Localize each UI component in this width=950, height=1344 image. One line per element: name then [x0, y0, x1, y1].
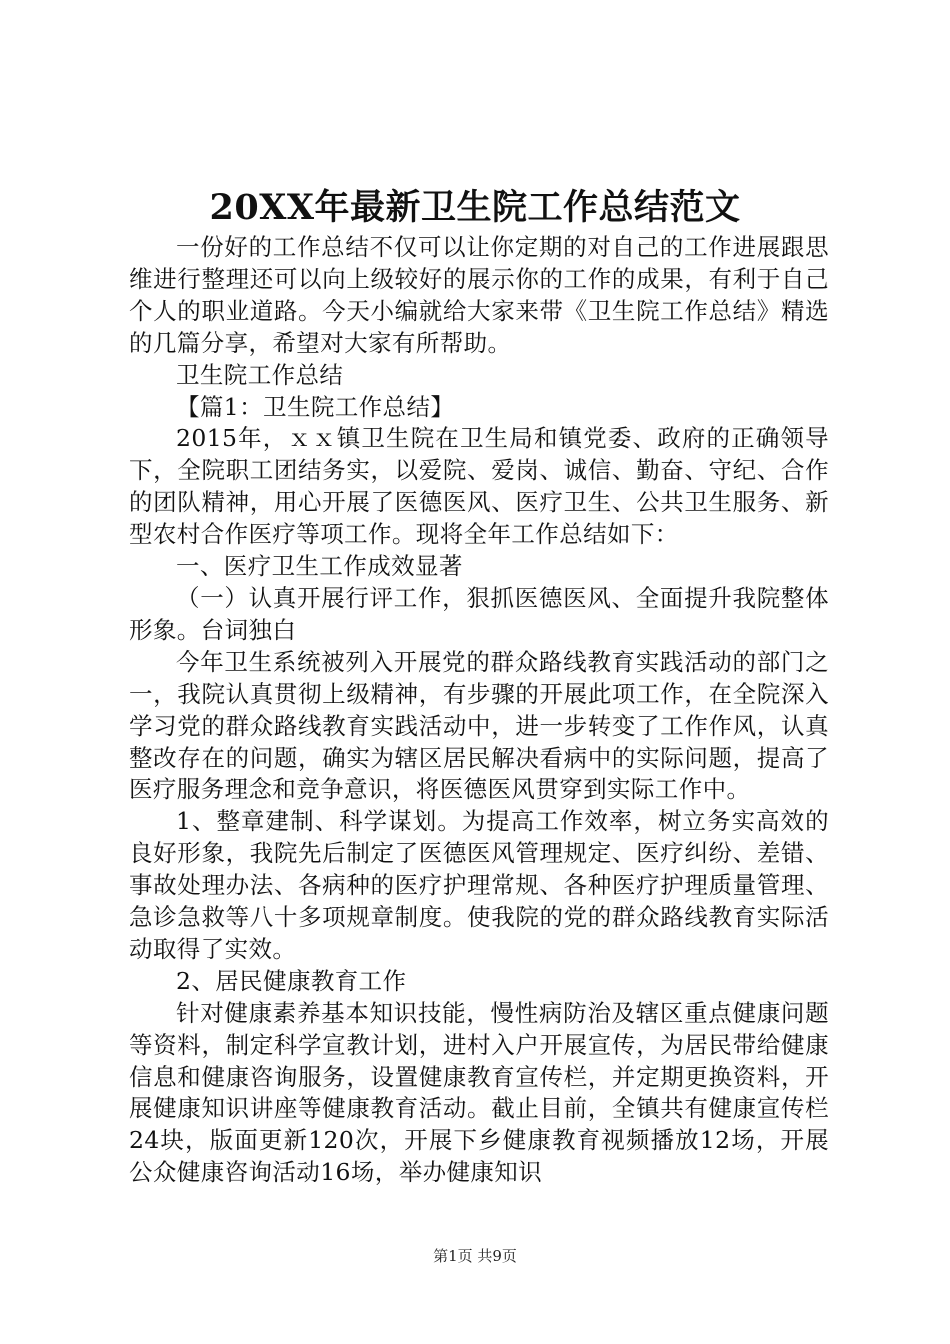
subsection-heading-1: （一）认真开展行评工作，狠抓医德医风、全面提升我院整体形象。台词独白	[129, 583, 829, 644]
paragraph-rules: 1、整章建制、科学谋划。为提高工作效率，树立务实高效的良好形象，我院先后制定了医德医风管理规定、医疗纠纷、差错、事故处理办法、各病种的医疗护理常规、各种医疗护理质量管理、急诊急救等八十多项规章制度。使我院的党的群众路线教育实际活动取得了实效。	[129, 807, 829, 963]
section-label: 卫生院工作总结	[176, 360, 344, 389]
document-title: 20XX年最新卫生院工作总结范文	[209, 187, 741, 228]
article-heading: 【篇1：卫生院工作总结】	[176, 392, 455, 421]
document-body	[129, 232, 829, 1189]
paragraph-overview: 2015年，ｘｘ镇卫生院在卫生局和镇党委、政府的正确领导下，全院职工团结务实，以爱院、爱岗、诚信、勤奋、守纪、合作的团队精神，用心开展了医德医风、医疗卫生、公共卫生服务、新型农村合作医疗等项工作。现将全年工作总结如下：	[129, 424, 829, 549]
page-footer: 第1页 共9页	[433, 1247, 517, 1265]
paragraph-intro: 一份好的工作总结不仅可以让你定期的对自己的工作进展跟思维进行整理还可以向上级较好的展示你的工作的成果，有利于自己个人的职业道路。今天小编就给大家来带《卫生院工作总结》精选的几篇分享，希望对大家有所帮助。	[129, 233, 829, 357]
section-heading-1: 一、医疗卫生工作成效显著	[176, 552, 463, 581]
item-heading-2: 2、居民健康教育工作	[176, 966, 407, 995]
paragraph-ethics: 今年卫生系统被列入开展党的群众路线教育实践活动的部门之一，我院认真贯彻上级精神，有步骤的开展此项工作，在全院深入学习党的群众路线教育实践活动中，进一步转变了工作作风，认真整改存在的问题，确实为辖区居民解决看病中的实际问题，提高了医疗服务理念和竞争意识，将医德医风贯穿到实际工作中。	[129, 647, 829, 804]
paragraph-health-education: 针对健康素养基本知识技能，慢性病防治及辖区重点健康问题等资料，制定科学宣教计划，进村入户开展宣传，为居民带给健康信息和健康咨询服务，设置健康教育宣传栏，并定期更换资料，开展健康知识讲座等健康教育活动。截止目前，全镇共有健康宣传栏24块，版面更新120次，开展下乡健康教育视频播放12场，开展公众健康咨询活动16场，举办健康知识	[129, 998, 829, 1187]
